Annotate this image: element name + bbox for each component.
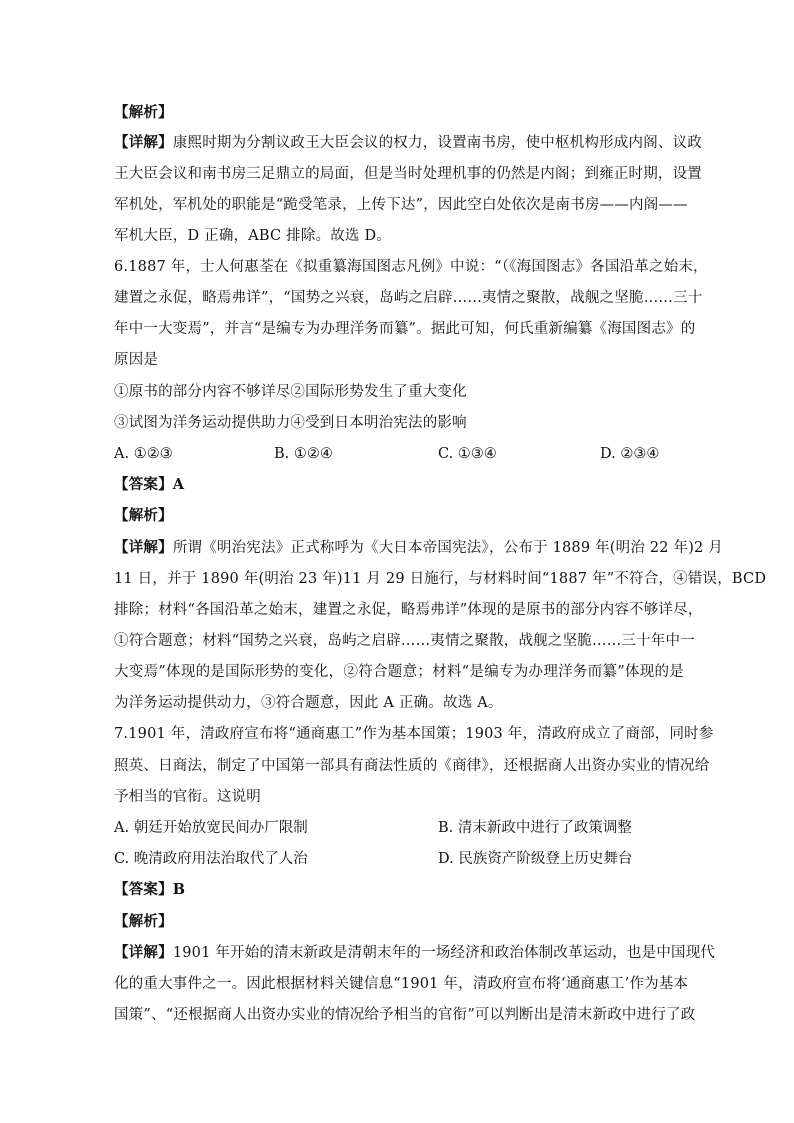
question-stem-line: 予相当的官衔。这说明 <box>114 789 261 805</box>
detail-tag-q7: 【详解】 <box>114 944 173 961</box>
analysis-tag-q5: 【解析】 <box>114 104 173 121</box>
analysis-tag-q7: 【解析】 <box>114 913 173 930</box>
statement-line: ①原书的部分内容不够详尽②国际形势发生了重大变化 <box>114 384 467 400</box>
option-d: D. ②③④ <box>600 446 660 462</box>
statement-line: ③试图为洋务运动提供助力④受到日本明治宪法的影响 <box>114 415 467 431</box>
detail-tag-q6: 【详解】 <box>114 539 173 556</box>
option-a: A. 朝廷开始放宽民间办厂限制 <box>114 820 308 836</box>
answer-q6: 【答案】A <box>114 476 185 493</box>
detail-line: 【详解】所谓《明治宪法》正式称呼为《大日本帝国宪法》，公布于 1889 年(明治 22 年)2 月 <box>114 539 723 556</box>
detail-line: 【详解】1901 年开始的清末新政是清朝末年的一场经济和政治体制改革运动，也是中国现代 <box>114 944 716 961</box>
question-stem-line: 7.1901 年，清政府宣布将“通商惠工”作为基本国策；1903 年，清政府成立了商部，同时参 <box>114 726 714 742</box>
question-stem-line: 建置之永促，略焉弗详”，“国势之兴衰，岛屿之启辟……夷情之聚散，战舰之坚脆……三十 <box>114 290 703 306</box>
option-b: B. ①②④ <box>274 446 333 462</box>
question-stem-line: 照英、日商法，制定了中国第一部具有商法性质的《商律》，还根据商人出资办实业的情况给 <box>114 758 710 774</box>
option-b: B. 清末新政中进行了政策调整 <box>438 820 632 836</box>
detail-line: 王大臣会议和南书房三足鼎立的局面，但是当时处理机事的仍然是内阁；到雍正时期，设置 <box>114 166 702 182</box>
question-stem-line: 年中一大变焉”，并言“是编专为办理洋务而纂”。据此可知，何氏重新编纂《海国图志》的 <box>114 321 696 337</box>
detail-line: 排除；材料“各国沿革之始末，建置之永促，略焉弗详”体现的是原书的部分内容不够详尽， <box>114 602 703 618</box>
detail-line: 军机大臣，D 正确，ABC 排除。故选 D。 <box>114 228 391 244</box>
answer-q7: 【答案】B <box>114 881 186 898</box>
detail-tag-q5: 【详解】 <box>114 134 173 151</box>
option-d: D. 民族资产阶级登上历史舞台 <box>438 851 633 867</box>
detail-line: 大变焉”体现的是国际形势的变化，②符合题意；材料“是编专为办理洋务而纂”体现的是 <box>114 664 684 680</box>
question-stem-line: 6.1887 年，士人何惠荃在《拟重纂海国图志凡例》中说：“（《海国图志》各国沿革之始末， <box>114 259 708 275</box>
option-c: C. 晚清政府用法治取代了人治 <box>114 851 308 867</box>
detail-line: 军机处，军机处的职能是“跪受笔录，上传下达”，因此空白处依次是南书房——内阁—— <box>114 197 688 213</box>
detail-line: 【详解】康熙时期为分割议政王大臣会议的权力，设置南书房，使中枢机构形成内阁、议政 <box>114 134 703 151</box>
detail-line: 化的重大事件之一。因此根据材料关键信息“1901 年，清政府宣布将‘通商惠工’作为基本 <box>114 976 689 992</box>
detail-line: 为洋务运动提供动力，③符合题意，因此 A 正确。故选 A。 <box>114 695 503 711</box>
detail-line: ①符合题意；材料“国势之兴衰，岛屿之启辟……夷情之聚散，战舰之坚脆……三十年中一 <box>114 633 695 649</box>
question-stem-line: 原因是 <box>114 352 159 368</box>
option-a: A. ①②③ <box>114 446 173 462</box>
detail-line: 11 日，并于 1890 年(明治 23 年)11 月 29 日施行，与材料时间“1887 年”不符合，④错误，BCD <box>114 571 767 587</box>
option-c: C. ①③④ <box>438 446 497 462</box>
analysis-tag-q6: 【解析】 <box>114 507 173 524</box>
detail-line: 国策”、“还根据商人出资办实业的情况给予相当的官衔”可以判断出是清末新政中进行了政 <box>114 1007 696 1023</box>
